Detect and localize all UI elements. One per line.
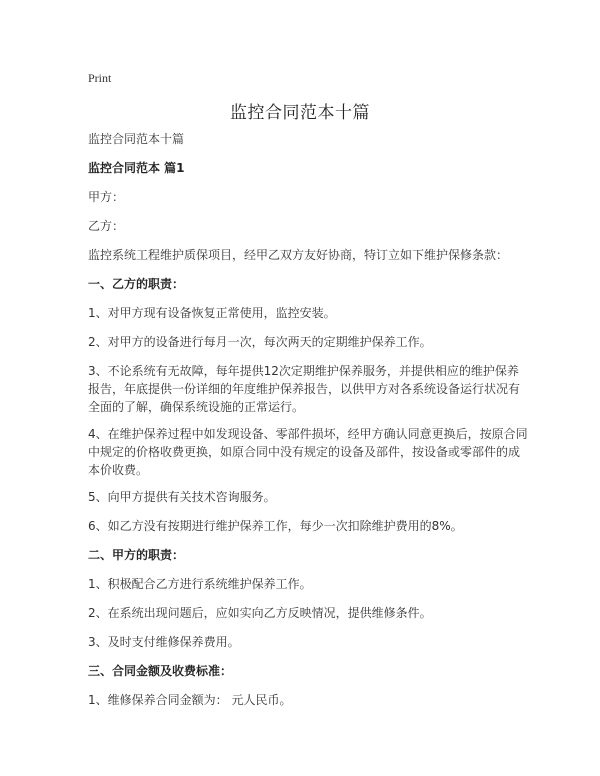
intro-paragraph: 监控系统工程维护质保项目，经甲乙双方友好协商，特订立如下维护保修条款： <box>88 248 509 262</box>
print-link[interactable]: Print <box>88 71 112 85</box>
list-item: 1、对甲方现有设备恢复正常使用，监控安装。 <box>88 306 336 320</box>
section-title: 监控合同范本 篇1 <box>88 161 185 175</box>
list-item: 1、积极配合乙方进行系统维护保养工作。 <box>88 577 312 591</box>
page-title: 监控合同范本十篇 <box>230 103 370 123</box>
party-a-line: 甲方： <box>88 190 125 204</box>
list-item: 4、在维护保养过程中如发现设备、零部件损坏，经甲方确认同意更换后，按原合同中规定的价格收费更换，如原合同中没有规定的设备及部件，按设备或零部件的成本价收费。 <box>88 427 528 477</box>
heading-contract-amount: 三、合同金额及收费标准： <box>88 664 233 678</box>
list-item: 3、及时支付维修保养费用。 <box>88 635 240 649</box>
heading-party-a-duties: 二、甲方的职责： <box>88 548 185 562</box>
list-item: 3、不论系统有无故障，每年提供12次定期维护保养服务，并提供相应的维护保养报告，年底提供一份详细的年度维护保养报告，以供甲方对各系统设备运行状况有全面的了解，确保系统设施的正常运行。 <box>88 364 521 414</box>
list-item: 2、对甲方的设备进行每月一次，每次两天的定期维护保养工作。 <box>88 335 432 349</box>
list-item: 1、维修保养合同金额为： 元人民币。 <box>88 693 292 707</box>
heading-party-b-duties: 一、乙方的职责： <box>88 277 185 291</box>
party-b-line: 乙方： <box>88 219 125 233</box>
document-body <box>88 130 528 720</box>
list-item: 5、向甲方提供有关技术咨询服务。 <box>88 490 276 504</box>
list-item: 6、如乙方没有按期进行维护保养工作，每少一次扣除维护费用的8%。 <box>88 519 463 533</box>
list-item: 2、在系统出现问题后，应如实向乙方反映情况，提供维修条件。 <box>88 606 432 620</box>
document-subtitle: 监控合同范本十篇 <box>88 132 185 146</box>
